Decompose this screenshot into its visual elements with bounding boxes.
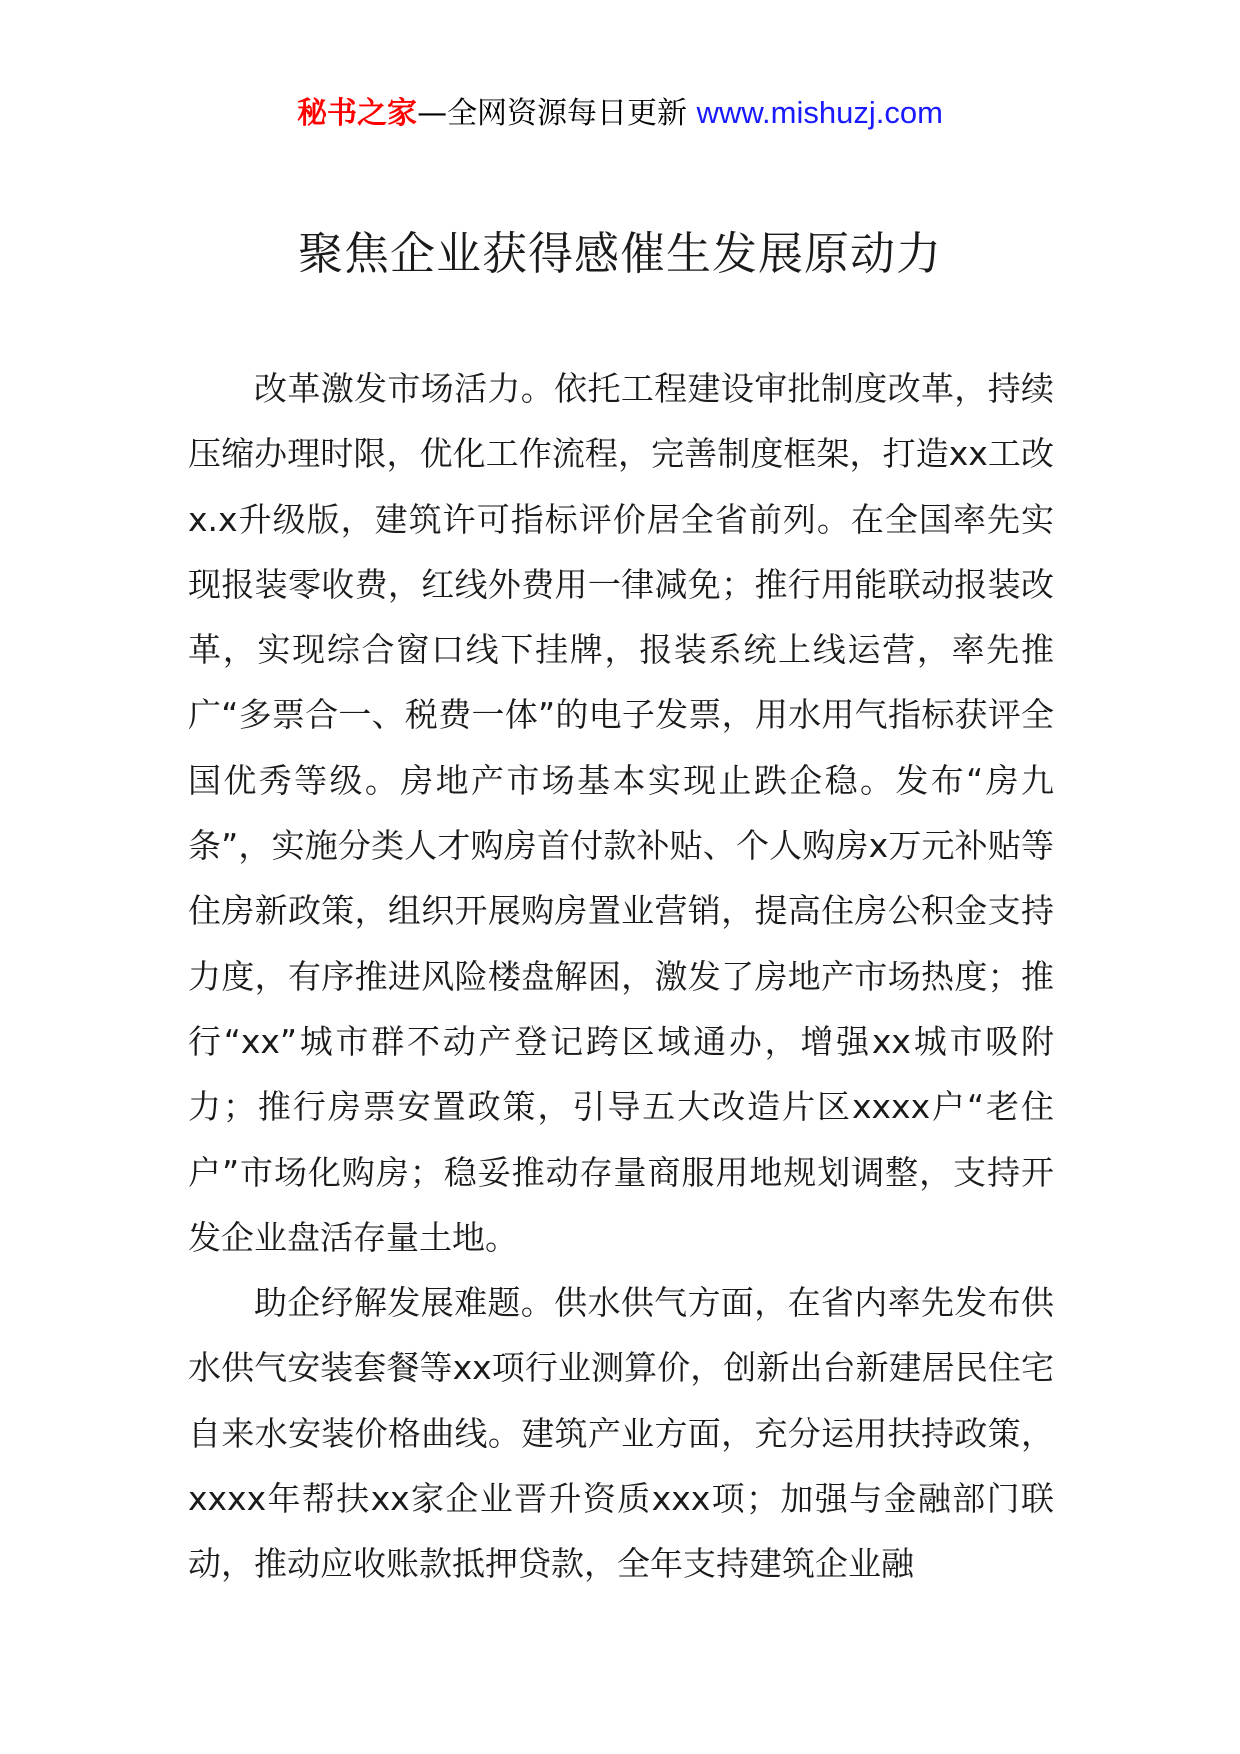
document-body <box>188 356 1054 1597</box>
site-header <box>0 92 1240 135</box>
document-title: 聚焦企业获得感催生发展原动力 <box>297 227 942 280</box>
site-url[interactable]: www.mishuzj.com <box>696 95 943 130</box>
site-brand: 秘书之家 <box>297 96 418 131</box>
paragraph-1: 改革激发市场活力。依托工程建设审批制度改革，持续压缩办理时限，优化工作流程，完善制度框架，打造xx工改x.x升级版，建筑许可指标评价居全省前列。在全国率先实现报装零收费，红线外费用一律减免；推行用能联动报装改革，实现综合窗口线下挂牌，报装系统上线运营，率先推广“多票合一、税费一体”的电子发票，用水用气指标获评全国优秀等级。房地产市场基本实现止跌企稳。发布“房九条”，实施分类人才购房首付款补贴、个人购房x万元补贴等住房新政策，组织开展购房置业营销，提高住房公积金支持力度，有序推进风险楼盘解困，激发了房地产市场热度；推行“xx”城市群不动产登记跨区域通办，增强xx城市吸附力；推行房票安置政策，引导五大改造片区xxxx户“老住户”市场化购房；稳妥推动存量商服用地规划调整，支持开发企业盘活存量土地。 <box>188 369 1054 1257</box>
site-tagline: —全网资源每日更新 <box>417 96 697 131</box>
paragraph-2: 助企纾解发展难题。供水供气方面，在省内率先发布供水供气安装套餐等xx项行业测算价，创新出台新建居民住宅自来水安装价格曲线。建筑产业方面，充分运用扶持政策，xxxx年帮扶xx家企业晋升资质xxx项；加强与金融部门联动，推动应收账款抵押贷款，全年支持建筑企业融 <box>188 1283 1054 1584</box>
